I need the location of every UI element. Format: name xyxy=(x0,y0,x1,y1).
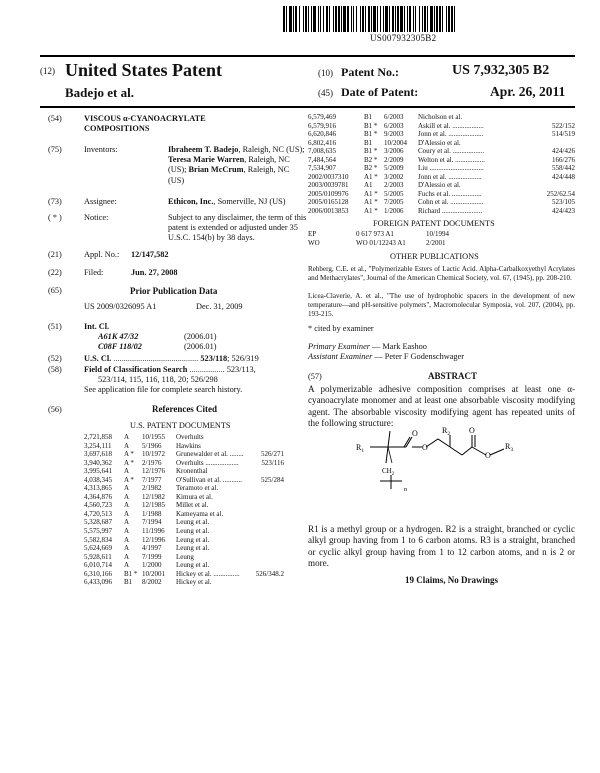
field-51-code: (51) xyxy=(48,322,62,331)
ref-number: 6,579,469 xyxy=(308,113,336,121)
reference-row xyxy=(84,476,284,485)
ref-date: 1/1988 xyxy=(142,509,162,518)
ref-date: 1/2000 xyxy=(142,561,162,570)
ref-number: 5,624,669 xyxy=(84,544,112,553)
inventors-label: Inventors: xyxy=(84,145,118,154)
ref-class: 523/116 xyxy=(261,458,284,467)
r1-label: $R_1$ xyxy=(356,443,365,454)
reference-row xyxy=(84,510,284,519)
ref-date: 3/2002 xyxy=(384,172,404,181)
substituent-definitions: R1 is a methyl group or a hydrogen. R2 is a straight, branched or cyclic alkyl group having from 1 to 6 carbon atoms. R3 is a straight, branched or cyclic alkyl group having from 1 to 12 carbon atoms, and n is 2 or more. xyxy=(308,524,575,569)
ref-number: 5,328,687 xyxy=(84,518,112,527)
ref-inventor: Leung et al. xyxy=(176,518,210,527)
field-58-code: (58) xyxy=(48,365,62,374)
reference-row xyxy=(84,450,284,459)
reference-row xyxy=(84,459,284,468)
ref-inventor: Hickey et al. xyxy=(176,578,212,587)
ref-kind: A xyxy=(124,535,130,544)
ref-class: 514/519 xyxy=(552,130,575,139)
us-patent-documents-heading: U.S. PATENT DOCUMENTS xyxy=(130,421,231,430)
barcode-bar xyxy=(455,6,457,32)
ref-number: 3,995,641 xyxy=(84,467,112,476)
document-title: United States Patent xyxy=(65,60,222,80)
field-22-code: (22) xyxy=(48,268,62,277)
ref-date: 12/1976 xyxy=(142,467,165,476)
assistant-examiner: Assistant Examiner — Peter F Godenschwager xyxy=(308,352,465,361)
ref-inventor: Leung xyxy=(176,552,194,561)
ref-class: 424/423 xyxy=(552,207,575,216)
ref-inventor: Askill et al. .................. xyxy=(418,121,484,130)
ref-kind: A xyxy=(124,552,130,561)
ref-date: 7/2005 xyxy=(384,198,404,207)
ref-date: 5/2005 xyxy=(384,189,404,198)
ref-kind: A1 * xyxy=(364,198,378,207)
patent-number: US 7,932,305 B2 xyxy=(452,63,550,78)
ref-class xyxy=(244,442,284,451)
chemical-structure xyxy=(340,425,540,515)
ref-kind: B1 xyxy=(364,113,373,121)
ref-date: 12/1985 xyxy=(142,501,165,510)
ref-inventor: D'Alessio et al. xyxy=(418,138,461,147)
ref-number: 7,008,635 xyxy=(308,147,336,156)
ref-date: 10/2001 xyxy=(142,569,165,578)
ref-kind: B1 xyxy=(364,138,373,147)
header-rule-bottom xyxy=(40,106,575,108)
ref-number: 4,364,876 xyxy=(84,492,112,501)
ref-kind: B1 * xyxy=(364,147,378,156)
ch2-label: $CH_2$ xyxy=(382,467,395,477)
ref-inventor: Jonn et al. .................... xyxy=(418,130,484,139)
ref-date: 7/1999 xyxy=(142,552,162,561)
ref-number: 3,697,618 xyxy=(84,450,112,459)
ref-date: 6/2003 xyxy=(384,113,404,121)
ref-inventor: Millet et al. xyxy=(176,501,209,510)
references-cited-heading: References Cited xyxy=(152,404,218,414)
ref-number: 3,940,362 xyxy=(84,458,112,467)
appl-no: 12/147,582 xyxy=(131,250,169,259)
reference-row xyxy=(308,113,575,122)
field-73-code: (73) xyxy=(48,197,62,206)
ref-kind: A xyxy=(124,501,130,510)
field-of-search-cont: 523/114, 115, 116, 118, 20; 526/298 xyxy=(98,375,218,384)
ref-kind: A xyxy=(124,492,130,501)
ref-class xyxy=(244,527,284,536)
prior-publication-number: US 2009/0326095 A1 xyxy=(84,302,157,311)
ref-class: 252/62.54 xyxy=(546,189,575,198)
int-cl-label: Int. Cl. xyxy=(84,322,110,331)
reference-row xyxy=(84,501,284,510)
ref-kind: B1 * xyxy=(364,121,378,130)
ref-number: 3,254,111 xyxy=(84,441,112,450)
ref-inventor: Fuchs et al. ................. xyxy=(418,189,482,198)
reference-row xyxy=(308,147,575,156)
ref-class xyxy=(244,493,284,502)
prior-publication-date: Dec. 31, 2009 xyxy=(196,302,243,311)
inventors-list: Ibraheem T. Badejo, Raleigh, NC (US); Teresa Marie Warren, Raleigh, NC (US); Brian McCrum, Raleigh, NC (US) xyxy=(168,145,305,185)
abstract-text: A polymerizable adhesive composition comprises at least one α-cyanoacrylate monomer and at least one absorbable viscosity modifying agent. The absorbable viscosity modifying agent has repeated units of the following structure: xyxy=(308,384,575,429)
ref-number: 2005/0165128 xyxy=(308,198,349,207)
reference-row xyxy=(84,553,284,562)
field-57-code: (57) xyxy=(308,372,322,381)
oxygen-4: O xyxy=(485,451,491,460)
ref-class xyxy=(244,518,284,527)
cited-by-examiner: * cited by examiner xyxy=(308,324,374,333)
ref-inventor: Hawkins xyxy=(176,441,201,450)
ref-number: 2,721,858 xyxy=(84,433,112,441)
ref-kind: B1 * xyxy=(124,569,138,578)
ref-kind: B1 * xyxy=(364,130,378,139)
n-label: n xyxy=(404,487,407,493)
filed-label: Filed: xyxy=(84,268,104,277)
ref-inventor: Coury et al. .................. xyxy=(418,147,485,156)
ref-inventor: Kronenthal xyxy=(176,467,208,476)
reference-row xyxy=(84,544,284,553)
ref-inventor: Teramoto et al. xyxy=(176,484,219,493)
ref-date: 10/2004 xyxy=(384,138,407,147)
authors: Badejo et al. xyxy=(65,85,134,100)
ref-class: 523/105 xyxy=(552,198,575,207)
notice-label: Notice: xyxy=(84,213,109,222)
ref-inventor: Leung et al. xyxy=(176,535,210,544)
foreign-patent-documents-heading: FOREIGN PATENT DOCUMENTS xyxy=(373,219,495,228)
ref-kind: A xyxy=(124,509,130,518)
ref-number: 5,582,834 xyxy=(84,535,112,544)
foreign-row: EP 0 617 973 A1 10/1994 xyxy=(308,230,449,238)
ref-class: 558/442 xyxy=(552,164,575,173)
ref-kind: A1 * xyxy=(364,172,378,181)
ref-kind: A xyxy=(124,518,130,527)
assignee-label: Assignee: xyxy=(84,197,117,206)
ref-class xyxy=(244,433,284,442)
oxygen-3: O xyxy=(469,426,475,435)
date-label: Date of Patent: xyxy=(341,85,419,99)
ref-number: 4,720,513 xyxy=(84,509,112,518)
ref-inventor: Leung et al. xyxy=(176,527,210,536)
ref-class xyxy=(535,113,575,122)
reference-row xyxy=(308,198,575,207)
reference-row xyxy=(84,433,284,442)
code-45: (45) xyxy=(318,88,333,98)
ref-inventor: Kimura et al. xyxy=(176,492,213,501)
ref-class xyxy=(244,510,284,519)
ref-kind: B2 * xyxy=(364,164,378,173)
reference-row xyxy=(84,484,284,493)
reference-row xyxy=(84,442,284,451)
ref-kind: A * xyxy=(124,475,134,484)
ref-inventor: Overhults xyxy=(176,433,204,441)
ref-date: 7/1994 xyxy=(142,518,162,527)
ref-date: 7/1977 xyxy=(142,475,162,484)
int-cl-1: A61K 47/32 xyxy=(98,332,139,341)
ref-class xyxy=(244,536,284,545)
reference-row xyxy=(308,164,575,173)
ref-inventor: Overhults ................... xyxy=(176,458,239,467)
ref-kind: A xyxy=(124,561,130,570)
reference-row xyxy=(84,493,284,502)
r2-label: $R_2$ xyxy=(442,426,451,437)
foreign-row: WO WO 01/12243 A1 2/2001 xyxy=(308,238,446,247)
foreign-references-list xyxy=(308,230,575,247)
ref-class: 424/448 xyxy=(552,172,575,181)
ref-number: 7,534,907 xyxy=(308,164,336,173)
ref-date: 5/2009 xyxy=(384,164,404,173)
primary-examiner: Primary Examiner — Mark Eashoo xyxy=(308,342,427,351)
reference-row xyxy=(84,518,284,527)
abstract-heading: ABSTRACT xyxy=(428,371,478,381)
assignee: Ethicon, Inc., Somerville, NJ (US) xyxy=(168,197,286,206)
ref-date: 6/2003 xyxy=(384,121,404,130)
barcode-number: US007932305B2 xyxy=(370,33,437,43)
ref-number: 7,484,564 xyxy=(308,155,336,164)
ref-inventor: Grunewalder et al. ........ xyxy=(176,450,244,459)
invention-title: VISCOUS α-CYANOACRYLATE COMPOSITIONS xyxy=(84,114,206,134)
ref-inventor: Kameyama et al. xyxy=(176,509,224,518)
ref-number: 2006/0013853 xyxy=(308,207,349,216)
field-of-search: Field of Classification Search ................. 523/113, xyxy=(84,365,256,374)
r3-label: $R_3$ xyxy=(505,442,514,453)
ref-class: 525/284 xyxy=(261,475,284,484)
ref-inventor: Welton et al. ................. xyxy=(418,155,485,164)
ref-date: 9/2003 xyxy=(384,130,404,139)
int-cl-2: C08F 118/02 xyxy=(98,342,142,351)
ref-class: 526/271 xyxy=(261,450,284,459)
oxygen-2: O xyxy=(422,443,428,452)
ref-number: 2003/0039781 xyxy=(308,181,349,190)
reference-row xyxy=(308,130,575,139)
ref-kind: A * xyxy=(124,458,134,467)
reference-row xyxy=(84,467,284,476)
code-10: (10) xyxy=(318,68,333,78)
ref-kind: A * xyxy=(124,450,134,459)
ref-class: 166/276 xyxy=(552,155,575,164)
ref-date: 5/1966 xyxy=(142,441,162,450)
ref-class xyxy=(244,553,284,562)
ref-number: 6,579,916 xyxy=(308,121,336,130)
ref-class: 522/152 xyxy=(552,121,575,130)
ref-kind: A xyxy=(124,544,130,553)
ref-kind: A xyxy=(124,527,130,536)
oxygen-1: O xyxy=(412,429,418,438)
us-cl: U.S. Cl. ......................................... 523/118; 526/319 xyxy=(84,354,259,363)
other-publication-1: Rehberg, C.E. et al., "Polymerizable Esters of Lactic Acid. Alpha-Carbalkoxyethyl Acrylates and Methacrylates", Journal of the American Chemical Society, vol. 67, (1945), pp. 208-210. xyxy=(308,265,575,282)
reference-row xyxy=(84,527,284,536)
reference-row xyxy=(84,561,284,570)
ref-date: 12/1996 xyxy=(142,535,165,544)
code-12: (12) xyxy=(40,66,55,76)
ref-inventor: D'Alessio et al. xyxy=(418,181,461,190)
ref-class xyxy=(535,139,575,148)
ref-date: 11/1996 xyxy=(142,527,165,536)
patent-no-label: Patent No.: xyxy=(341,65,399,79)
us-references-list xyxy=(84,433,284,587)
ref-date: 12/1982 xyxy=(142,492,165,501)
reference-row xyxy=(308,190,575,199)
ref-number: 6,802,416 xyxy=(308,138,336,147)
field-54-code: (54) xyxy=(48,114,62,123)
search-history-note: See application file for complete search history. xyxy=(84,385,243,394)
ref-inventor: Nicholson et al. xyxy=(418,113,463,121)
ref-class: 424/426 xyxy=(552,147,575,156)
field-21-code: (21) xyxy=(48,250,62,259)
ref-number: 6,010,714 xyxy=(84,561,112,570)
notice-code: ( * ) xyxy=(48,213,62,222)
ref-date: 2/1982 xyxy=(142,484,162,493)
ref-number: 5,928,611 xyxy=(84,552,112,561)
ref-date: 2/2003 xyxy=(384,181,404,190)
ref-class xyxy=(244,501,284,510)
field-52-code: (52) xyxy=(48,354,62,363)
reference-row xyxy=(84,536,284,545)
reference-row xyxy=(308,181,575,190)
field-65-code: (65) xyxy=(48,286,62,295)
ref-class xyxy=(244,467,284,476)
barcode xyxy=(283,6,575,32)
ref-class xyxy=(535,181,575,190)
ref-inventor: Cohn et al. ................... xyxy=(418,198,484,207)
int-cl-2-version: (2006.01) xyxy=(184,342,217,351)
ref-kind: A xyxy=(124,467,130,476)
ref-inventor: Jonn et al. ................... xyxy=(418,172,482,181)
ref-number: 5,575,997 xyxy=(84,527,112,536)
ref-inventor: Hickey et al. ............... xyxy=(176,569,240,578)
ref-class xyxy=(244,561,284,570)
header-rule-top xyxy=(40,55,575,57)
ref-date: 10/1955 xyxy=(142,433,165,441)
reference-row xyxy=(84,578,284,587)
ref-inventor: Leung et al. xyxy=(176,561,210,570)
ref-inventor: Richard ....................... xyxy=(418,207,483,216)
ref-inventor: O'Sullivan et al. ........... xyxy=(176,475,243,484)
ref-number: 4,038,345 xyxy=(84,475,112,484)
notice-text: Subject to any disclaimer, the term of this patent is extended or adjusted under 35 U.S.C. 154(b) by 38 days. xyxy=(168,213,307,243)
reference-row xyxy=(308,207,575,216)
ref-number: 6,433,096 xyxy=(84,578,112,587)
patent-date: Apr. 26, 2011 xyxy=(490,84,566,99)
appl-no-label: Appl. No.: xyxy=(84,250,120,259)
ref-date: 2/2009 xyxy=(384,155,404,164)
field-56-code: (56) xyxy=(48,405,62,414)
ref-class: 526/348.2 xyxy=(255,569,284,578)
prior-publication-heading: Prior Publication Data xyxy=(130,286,218,296)
ref-number: 4,560,723 xyxy=(84,501,112,510)
ref-inventor: Leung et al. xyxy=(176,544,210,553)
ref-kind: A1 xyxy=(364,181,373,190)
filed-date: Jun. 27, 2008 xyxy=(131,268,178,277)
other-publications-heading: OTHER PUBLICATIONS xyxy=(390,252,479,261)
ref-number: 4,313,865 xyxy=(84,484,112,493)
ref-number: 2005/0109976 xyxy=(308,189,349,198)
ref-kind: A1 * xyxy=(364,189,378,198)
ref-class xyxy=(244,544,284,553)
ref-kind: A xyxy=(124,484,130,493)
reference-row xyxy=(84,570,284,579)
ref-number: 6,310,166 xyxy=(84,569,112,578)
us-references-list-continued xyxy=(308,113,575,216)
ref-class xyxy=(244,484,284,493)
ref-date: 2/1976 xyxy=(142,458,162,467)
int-cl-1-version: (2006.01) xyxy=(184,332,217,341)
ref-kind: A1 * xyxy=(364,207,378,216)
claims-summary: 19 Claims, No Drawings xyxy=(405,575,499,585)
ref-inventor: Liu ............................... xyxy=(418,164,484,173)
ref-kind: A xyxy=(124,433,130,441)
ref-date: 3/2006 xyxy=(384,147,404,156)
ref-date: 8/2002 xyxy=(142,578,162,587)
field-75-code: (75) xyxy=(48,145,62,154)
ref-number: 6,620,846 xyxy=(308,130,336,139)
ref-class xyxy=(244,578,284,587)
reference-row xyxy=(308,122,575,131)
ref-kind: A xyxy=(124,441,130,450)
ref-number: 2002/0037310 xyxy=(308,172,349,181)
ref-kind: B2 * xyxy=(364,155,378,164)
reference-row xyxy=(308,156,575,165)
other-publication-2: Licea-Claverie, A. et al., "The use of hydrophobic spacers in the development of new temperature—and pH-sensitive polymers", Macromolecular Symposia, vol. 207, (2004), pp. 193-215. xyxy=(308,292,575,318)
ref-date: 10/1972 xyxy=(142,450,165,459)
ref-date: 1/2006 xyxy=(384,207,404,216)
reference-row xyxy=(308,139,575,148)
ref-date: 4/1997 xyxy=(142,544,162,553)
ref-kind: B1 xyxy=(124,578,133,587)
reference-row xyxy=(308,173,575,182)
